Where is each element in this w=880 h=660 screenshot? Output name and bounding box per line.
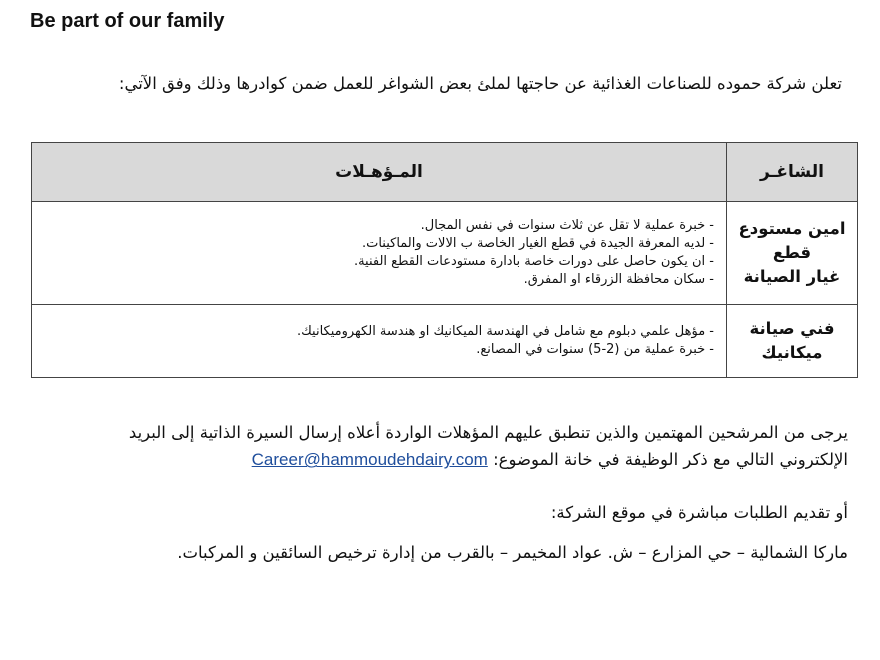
qualification-item: - خبرة عملية لا تقل عن ثلاث سنوات في نفس المجال. xyxy=(40,217,714,235)
email-prefix: الإلكتروني التالي مع ذكر الوظيفة في خانة الموضوع: xyxy=(493,450,848,470)
qualification-item: - خبرة عملية من (2-5) سنوات في المصانع. xyxy=(40,341,714,359)
table-row xyxy=(32,305,858,378)
job-title-line: امين مستودع قطع xyxy=(738,219,846,263)
page-heading: Be part of our family xyxy=(30,10,225,32)
instructions-line xyxy=(18,446,848,473)
qualifications-header: المـؤهـلات xyxy=(32,143,727,202)
intro-text: تعلن شركة حموده للصناعات الغذائية عن حاجتها لملئ بعض الشواغر للعمل ضمن كوادرها وذلك وفق الآتي: xyxy=(118,74,842,93)
qualification-item: - سكان محافظة الزرقاء او المفرق. xyxy=(40,271,714,289)
job-title-line: ميكانيك xyxy=(761,343,823,362)
qualification-item: - ان يكون حاصل على دورات خاصة بادارة مستودعات القطع الفنية. xyxy=(40,253,714,271)
table-header-row xyxy=(32,143,858,202)
job-title-line: فني صيانة xyxy=(749,319,835,339)
job-qualifications xyxy=(32,305,727,378)
instructions-line: يرجى من المرشحين المهتمين والذين تنطبق عليهم المؤهلات الواردة أعلاه إرسال السيرة الذاتية إلى البريد xyxy=(128,423,848,442)
direct-application-text: أو تقديم الطلبات مباشرة في موقع الشركة: xyxy=(550,503,848,522)
job-title xyxy=(727,202,858,305)
job-qualifications xyxy=(32,202,727,305)
table-row xyxy=(32,202,858,305)
job-title-line: غيار الصيانة xyxy=(743,266,841,286)
vacancies-table xyxy=(31,142,858,378)
company-address: ماركا الشمالية – حي المزارع – ش. عواد المخيمر – بالقرب من إدارة ترخيص السائقين و المركبات. xyxy=(177,543,848,562)
qualification-item: - لديه المعرفة الجيدة في قطع الغيار الخاصة ب الالات والماكينات. xyxy=(40,235,714,253)
vacancy-header: الشاغـر xyxy=(727,143,858,202)
qualification-item: - مؤهل علمي دبلوم مع شامل في الهندسة الميكانيك او هندسة الكهروميكانيك. xyxy=(40,323,714,341)
email-link[interactable]: Career@hammoudehdairy.com xyxy=(251,450,488,470)
job-title xyxy=(727,305,858,378)
application-instructions xyxy=(18,420,848,474)
